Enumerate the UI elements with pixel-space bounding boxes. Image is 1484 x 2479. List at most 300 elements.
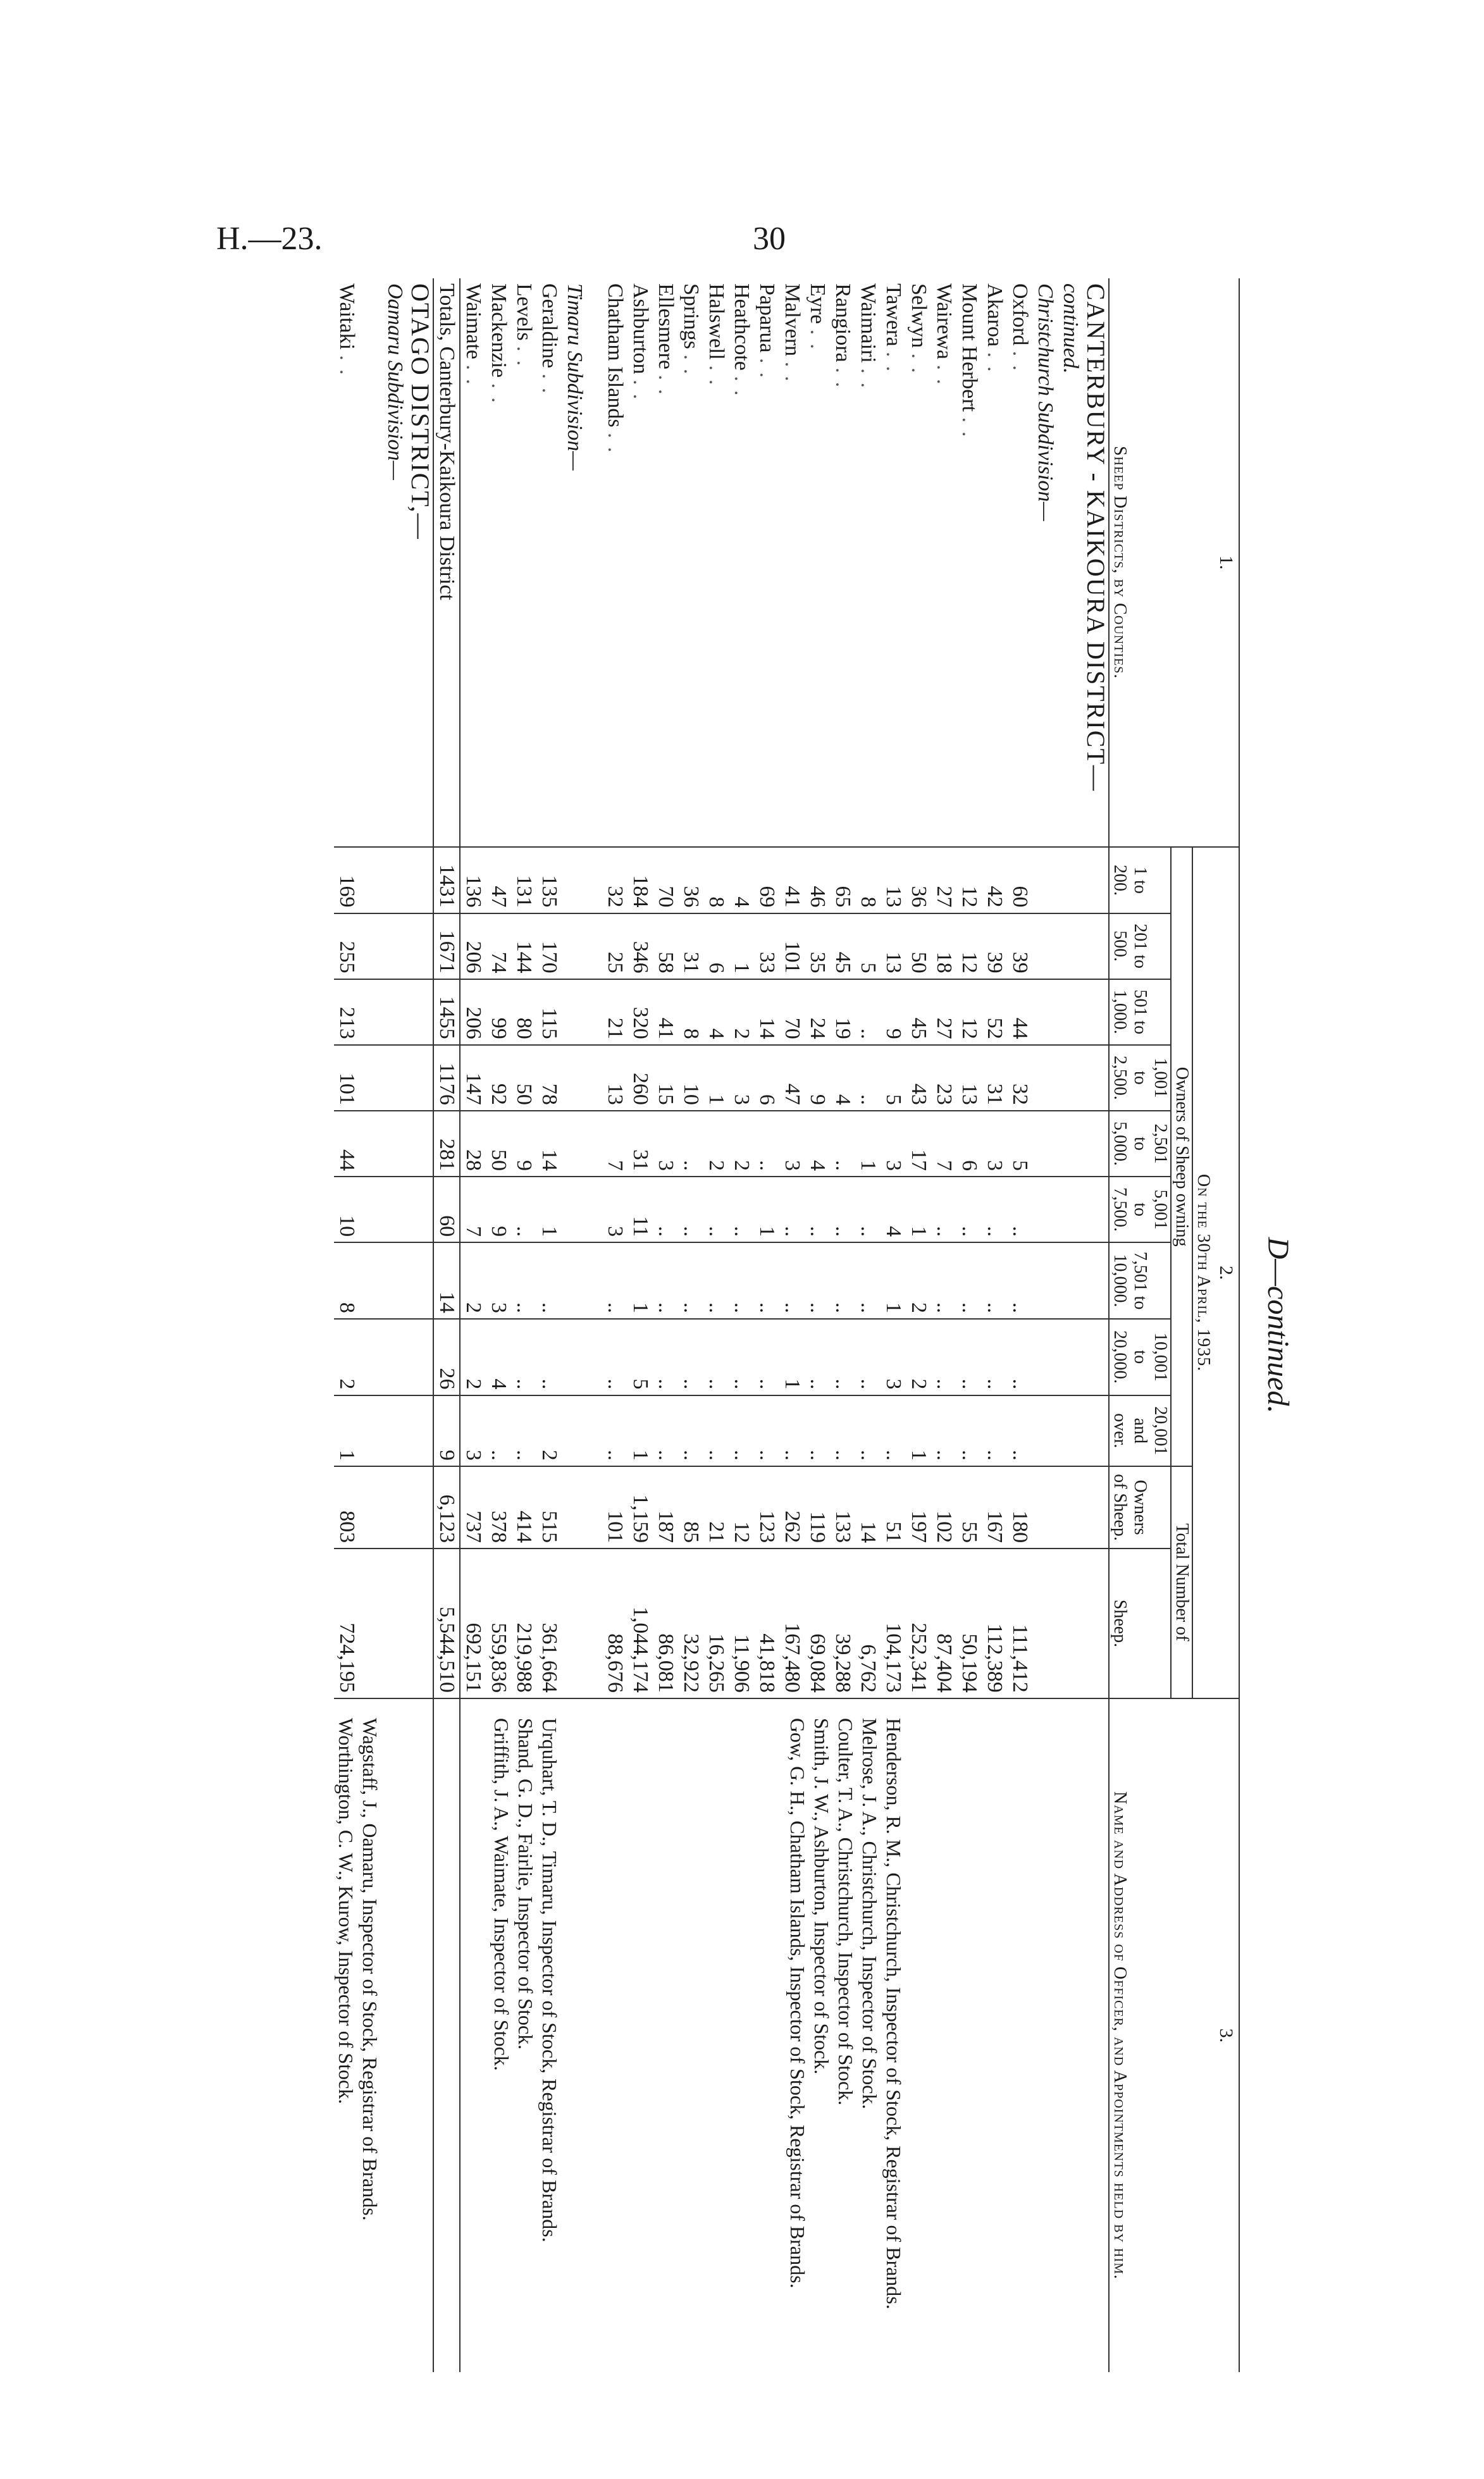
continued-heading-label: continued. — [1058, 278, 1083, 847]
totals-cell: 1431 — [433, 847, 460, 913]
table-row — [334, 278, 382, 2372]
total-number-label: Total Number of — [1171, 1466, 1192, 1698]
owners-count-cell: .. — [729, 1242, 754, 1319]
owners-count-cell: .. — [982, 1177, 1007, 1242]
owners-count-cell: .. — [956, 1319, 982, 1395]
owners-count-cell: 13 — [602, 1045, 628, 1111]
owners-count-cell: 3 — [881, 1111, 906, 1177]
owners-count-cell: 2 — [536, 1395, 562, 1466]
owners-count-cell: .. — [1007, 1177, 1032, 1242]
totals-cell: 14 — [433, 1242, 460, 1319]
county-name: Heathcote .. — [729, 278, 754, 847]
owners-count-cell: .. — [678, 1395, 703, 1466]
table-row — [931, 278, 956, 2372]
sheep-total-cell: 39,288 — [830, 1549, 855, 1698]
owners-count-cell: .. — [729, 1319, 754, 1395]
sheep-total-cell: 87,404 — [931, 1549, 956, 1698]
county-name: Halswell .. — [703, 278, 729, 847]
county-name: Mount Herbert .. — [956, 278, 982, 847]
owners-total-cell: 119 — [805, 1466, 830, 1549]
county-name: Mackenzie .. — [486, 278, 511, 847]
owners-total-cell: 133 — [830, 1466, 855, 1549]
owners-count-cell: 6 — [754, 1045, 779, 1111]
officer-entry: Griffith, J. A., Waimate, Inspector of Stock. — [490, 1717, 513, 2071]
range-header: 501 to 1,000. — [1109, 979, 1171, 1045]
owners-total-cell: 1,159 — [628, 1466, 653, 1549]
owners-count-cell: 13 — [956, 1045, 982, 1111]
owners-count-cell: 1 — [628, 1395, 653, 1466]
owners-count-cell: 46 — [805, 847, 830, 913]
totals-sheep-cell: 5,544,510 — [433, 1549, 460, 1698]
totals-cell: 60 — [433, 1177, 460, 1242]
owners-count-cell: 45 — [906, 979, 931, 1045]
owners-count-cell: 10 — [678, 1045, 703, 1111]
owners-count-cell: 3 — [653, 1111, 678, 1177]
owners-count-cell: .. — [678, 1242, 703, 1319]
owners-count-cell: .. — [1007, 1319, 1032, 1395]
owners-count-cell: 92 — [486, 1045, 511, 1111]
owners-count-cell: .. — [602, 1395, 628, 1466]
owners-count-cell: 4 — [881, 1177, 906, 1242]
sheep-total-cell: 88,676 — [602, 1549, 628, 1698]
owners-count-cell: 1 — [703, 1045, 729, 1111]
district-heading-label: OTAGO DISTRICT,— — [407, 278, 433, 847]
sheep-header: Sheep. — [1109, 1549, 1171, 1698]
owners-count-cell: 169 — [334, 847, 382, 913]
county-name: Chatham Islands .. — [602, 278, 628, 847]
owners-count-cell: 7 — [931, 1111, 956, 1177]
owners-count-cell: 17 — [906, 1111, 931, 1177]
owners-count-cell: 27 — [931, 847, 956, 913]
owners-count-cell: .. — [754, 1319, 779, 1395]
owners-count-cell: .. — [754, 1395, 779, 1466]
county-name: Ashburton .. — [628, 278, 653, 847]
owners-count-cell: 31 — [678, 913, 703, 979]
owners-count-cell: 5 — [855, 913, 881, 979]
owners-count-cell: 39 — [982, 913, 1007, 979]
owners-count-cell: 1 — [536, 1177, 562, 1242]
owners-count-cell: 5 — [881, 1045, 906, 1111]
owners-count-cell: 3 — [486, 1242, 511, 1319]
owners-count-cell: 42 — [982, 847, 1007, 913]
owners-count-cell: 21 — [602, 979, 628, 1045]
owners-count-cell: 6 — [956, 1111, 982, 1177]
owners-total-cell: 167 — [982, 1466, 1007, 1549]
owners-count-cell: .. — [511, 1319, 536, 1395]
range-header: 20,001 and over. — [1109, 1395, 1171, 1466]
owners-count-cell: 31 — [628, 1111, 653, 1177]
owners-total-cell: 737 — [460, 1466, 486, 1549]
officer-entry: Coulter, T. A., Christchurch, Inspector of Stock. — [834, 1717, 857, 2106]
sheep-total-cell: 559,836 — [486, 1549, 511, 1698]
owners-count-cell: .. — [931, 1177, 956, 1242]
owners-count-cell: 7 — [602, 1111, 628, 1177]
owners-count-cell: 15 — [653, 1045, 678, 1111]
owners-count-cell: 1 — [628, 1242, 653, 1319]
owners-count-cell: .. — [956, 1395, 982, 1466]
county-name: Tawera .. — [881, 278, 906, 847]
col2-number: 2. — [1213, 847, 1239, 1698]
range-header: 1,001 to 2,500. — [1109, 1045, 1171, 1111]
subdivision-heading-label: Christchurch Subdivision— — [1032, 278, 1058, 847]
owners-count-cell: 115 — [536, 979, 562, 1045]
owners-count-cell: .. — [602, 1319, 628, 1395]
owners-count-cell: .. — [855, 1319, 881, 1395]
owners-count-cell: .. — [881, 1395, 906, 1466]
owners-count-cell: 45 — [830, 913, 855, 979]
officer-list — [334, 1698, 382, 2372]
county-name: Oxford .. — [1007, 278, 1032, 847]
owners-total-cell: 55 — [956, 1466, 982, 1549]
page-number: 30 — [753, 221, 786, 257]
officer-entry: Gow, G. H., Chatham Islands, Inspector of Stock, Registrar of Brands. — [786, 1717, 809, 2289]
owners-count-cell: 255 — [334, 913, 382, 979]
owners-count-cell: 144 — [511, 913, 536, 979]
owners-count-cell: 320 — [628, 979, 653, 1045]
owners-count-cell: 3 — [982, 1111, 1007, 1177]
owners-count-cell: .. — [779, 1177, 805, 1242]
owners-count-cell: .. — [703, 1395, 729, 1466]
county-name: Levels .. — [511, 278, 536, 847]
owners-count-cell: 136 — [460, 847, 486, 913]
owners-count-cell: 147 — [460, 1045, 486, 1111]
owners-count-cell: 39 — [1007, 913, 1032, 979]
owners-count-cell: 9 — [881, 979, 906, 1045]
owners-count-cell: 4 — [486, 1319, 511, 1395]
owners-count-cell: .. — [855, 979, 881, 1045]
officer-entry: Wagstaff, J., Oamaru, Inspector of Stock, Registrar of Brands. — [359, 1717, 381, 2221]
col3-number: 3. — [1216, 2028, 1237, 2043]
owners-count-cell: .. — [729, 1395, 754, 1466]
owners-count-cell: 2 — [460, 1319, 486, 1395]
table-row — [881, 278, 906, 2372]
owners-count-cell: 70 — [653, 847, 678, 913]
owners-count-cell: .. — [536, 1242, 562, 1319]
sheep-total-cell: 1,044,174 — [628, 1549, 653, 1698]
sheep-total-cell: 41,818 — [754, 1549, 779, 1698]
totals-cell: 1671 — [433, 913, 460, 979]
owners-count-cell: 18 — [931, 913, 956, 979]
owners-count-cell: 50 — [486, 1111, 511, 1177]
owners-count-cell: 5 — [628, 1319, 653, 1395]
owners-count-cell: .. — [855, 1242, 881, 1319]
range-header: 201 to 500. — [1109, 913, 1171, 979]
totals-row — [433, 278, 460, 2372]
owners-count-cell: 8 — [855, 847, 881, 913]
sheep-total-cell: 6,762 — [855, 1549, 881, 1698]
owners-count-cell: 4 — [805, 1111, 830, 1177]
owners-count-cell: .. — [931, 1242, 956, 1319]
officer-entry: Shand, G. D., Fairlie, Inspector of Stock. — [514, 1717, 537, 2050]
owners-count-cell: .. — [830, 1242, 855, 1319]
owners-count-cell: 14 — [754, 979, 779, 1045]
owners-total-cell: 262 — [779, 1466, 805, 1549]
owners-count-cell: .. — [779, 1242, 805, 1319]
owners-count-cell: 58 — [653, 913, 678, 979]
owners-count-cell: 1 — [334, 1395, 382, 1466]
col2-label: On the 30th April, 1935. — [1192, 847, 1213, 1698]
sheep-total-cell: 167,480 — [779, 1549, 805, 1698]
sheep-total-cell: 252,341 — [906, 1549, 931, 1698]
owners-total-cell: 803 — [334, 1466, 382, 1549]
owners-count-cell: .. — [830, 1319, 855, 1395]
owners-total-cell: 85 — [678, 1466, 703, 1549]
owners-count-cell: .. — [1007, 1395, 1032, 1466]
table-body — [334, 278, 1109, 2372]
owners-count-cell: .. — [653, 1242, 678, 1319]
range-header: 7,501 to 10,000. — [1109, 1242, 1171, 1319]
owners-count-cell: .. — [855, 1395, 881, 1466]
owners-count-cell: 260 — [628, 1045, 653, 1111]
owners-count-cell: .. — [805, 1242, 830, 1319]
sheep-total-cell: 16,265 — [703, 1549, 729, 1698]
owners-count-cell: .. — [511, 1395, 536, 1466]
owners-count-cell: 33 — [754, 913, 779, 979]
owners-count-cell: 2 — [334, 1319, 382, 1395]
owners-count-cell: 35 — [805, 913, 830, 979]
owners-count-cell: .. — [602, 1242, 628, 1319]
owners-count-cell: .. — [830, 1111, 855, 1177]
owners-count-cell: 99 — [486, 979, 511, 1045]
totals-cell: 9 — [433, 1395, 460, 1466]
subdivision-heading — [1032, 278, 1058, 2372]
owners-count-cell: 52 — [982, 979, 1007, 1045]
owners-count-cell: 3 — [881, 1319, 906, 1395]
officer-entry: Worthington, C. W., Kurow, Inspector of Stock. — [335, 1717, 357, 2105]
owners-count-cell: 3 — [729, 1045, 754, 1111]
owners-total-cell: 123 — [754, 1466, 779, 1549]
owners-count-cell: .. — [511, 1177, 536, 1242]
officer-list — [602, 1698, 906, 2372]
owners-count-cell: 11 — [628, 1177, 653, 1242]
officer-list — [460, 1698, 562, 2372]
owners-count-cell: 8 — [703, 847, 729, 913]
table-title: D—continued. — [1261, 1237, 1295, 1414]
owners-count-cell: 206 — [460, 913, 486, 979]
owners-count-cell: 24 — [805, 979, 830, 1045]
owners-count-cell: .. — [956, 1177, 982, 1242]
owners-count-cell: .. — [511, 1242, 536, 1319]
owners-count-cell: 10 — [334, 1177, 382, 1242]
owners-count-cell: 13 — [881, 847, 906, 913]
owners-count-cell: .. — [1007, 1242, 1032, 1319]
owners-count-cell: 74 — [486, 913, 511, 979]
owners-count-cell: 3 — [779, 1111, 805, 1177]
owners-count-cell: 8 — [334, 1242, 382, 1319]
owners-count-cell: 70 — [779, 979, 805, 1045]
owners-total-cell: 51 — [881, 1466, 906, 1549]
owners-count-cell: .. — [754, 1242, 779, 1319]
owners-count-cell: 28 — [460, 1111, 486, 1177]
owners-count-cell: 12 — [956, 847, 982, 913]
subdivision-heading — [382, 278, 407, 2372]
owners-total-cell: 21 — [703, 1466, 729, 1549]
owners-count-cell: .. — [855, 1045, 881, 1111]
owners-count-cell: 50 — [511, 1045, 536, 1111]
owners-count-cell: 32 — [602, 847, 628, 913]
owners-count-cell: 14 — [536, 1111, 562, 1177]
owners-count-cell: .. — [931, 1319, 956, 1395]
range-header: 10,001 to 20,000. — [1109, 1319, 1171, 1395]
owners-count-cell: .. — [653, 1395, 678, 1466]
range-header: 1 to 200. — [1109, 847, 1171, 913]
county-name: Selwyn .. — [906, 278, 931, 847]
owners-count-cell: 23 — [931, 1045, 956, 1111]
table-row — [956, 278, 982, 2372]
sheep-total-cell: 112,389 — [982, 1549, 1007, 1698]
owners-count-cell: .. — [486, 1395, 511, 1466]
owners-count-cell: 13 — [881, 913, 906, 979]
owners-count-cell: .. — [830, 1177, 855, 1242]
district-heading — [407, 278, 433, 2372]
owners-count-cell: 1 — [754, 1177, 779, 1242]
owners-count-cell: 41 — [779, 847, 805, 913]
owners-count-cell: 36 — [678, 847, 703, 913]
owners-count-cell: 6 — [703, 913, 729, 979]
owners-count-cell: 1 — [906, 1177, 931, 1242]
owners-count-cell: 9 — [511, 1111, 536, 1177]
owners-count-cell: 2 — [460, 1242, 486, 1319]
owners-count-cell: 213 — [334, 979, 382, 1045]
col3-label: Name and Address of Officer, and Appointments held by him. — [1110, 1791, 1130, 2280]
owners-count-cell: .. — [956, 1242, 982, 1319]
owners-of-sheep-header: Owners of Sheep. — [1109, 1466, 1171, 1549]
totals-cell: 1455 — [433, 979, 460, 1045]
owners-count-cell: 2 — [906, 1319, 931, 1395]
owners-total-cell: 378 — [486, 1466, 511, 1549]
col1-number: 1. — [1213, 278, 1239, 847]
totals-label: Totals, Canterbury-Kaikoura District — [433, 278, 460, 847]
owners-count-cell: .. — [703, 1319, 729, 1395]
owners-total-cell: 187 — [653, 1466, 678, 1549]
owners-total-cell: 101 — [602, 1466, 628, 1549]
owners-count-cell: 7 — [460, 1177, 486, 1242]
owners-count-cell: .. — [703, 1177, 729, 1242]
sheep-total-cell: 86,081 — [653, 1549, 678, 1698]
col1-label: Sheep Districts, by Counties. — [1109, 278, 1213, 847]
county-name: Waimairi .. — [855, 278, 881, 847]
owners-count-cell: .. — [805, 1319, 830, 1395]
owners-count-cell: .. — [805, 1395, 830, 1466]
owners-count-cell: 206 — [460, 979, 486, 1045]
owners-total-cell: 14 — [855, 1466, 881, 1549]
county-name: Geraldine .. — [536, 278, 562, 847]
owners-count-cell: .. — [855, 1177, 881, 1242]
owners-count-cell: 1 — [906, 1395, 931, 1466]
owners-count-cell: 101 — [334, 1045, 382, 1111]
owners-count-cell: 60 — [1007, 847, 1032, 913]
county-name: Ellesmere .. — [653, 278, 678, 847]
county-name: Waimate .. — [460, 278, 486, 847]
owners-total-cell: 12 — [729, 1466, 754, 1549]
owners-total-cell: 180 — [1007, 1466, 1032, 1549]
owners-count-cell: .. — [982, 1319, 1007, 1395]
owners-total-cell: 414 — [511, 1466, 536, 1549]
sheep-total-cell: 11,906 — [729, 1549, 754, 1698]
owners-count-cell: .. — [703, 1242, 729, 1319]
continued-heading — [1058, 278, 1083, 2372]
owners-count-cell: .. — [678, 1319, 703, 1395]
owners-count-cell: 44 — [334, 1111, 382, 1177]
county-name: Paparua .. — [754, 278, 779, 847]
owners-count-cell: .. — [805, 1177, 830, 1242]
owners-count-cell: .. — [678, 1111, 703, 1177]
owners-count-cell: 27 — [931, 979, 956, 1045]
sheep-owners-table — [334, 278, 1240, 2372]
owners-count-cell: 44 — [1007, 979, 1032, 1045]
page-ref: H.—23. — [216, 221, 323, 257]
owners-count-cell: 31 — [982, 1045, 1007, 1111]
rotated-table-sheet — [221, 278, 1309, 2372]
owners-count-cell: 135 — [536, 847, 562, 913]
county-name: Waitaki .. — [334, 278, 382, 847]
totals-cell: 1176 — [433, 1045, 460, 1111]
owners-count-cell: 19 — [830, 979, 855, 1045]
owners-count-cell: 2 — [906, 1242, 931, 1319]
range-header: 2,501 to 5,000. — [1109, 1111, 1171, 1177]
totals-cell: 26 — [433, 1319, 460, 1395]
owners-count-cell: .. — [653, 1319, 678, 1395]
owners-count-cell: 1 — [881, 1242, 906, 1319]
owners-count-cell: 32 — [1007, 1045, 1032, 1111]
table-row — [1007, 278, 1032, 2372]
owners-count-cell: .. — [754, 1111, 779, 1177]
owners-count-cell: 41 — [653, 979, 678, 1045]
owners-count-cell: 4 — [830, 1045, 855, 1111]
district-heading-label: CANTERBURY - KAIKOURA DISTRICT— — [1083, 278, 1109, 847]
owners-count-cell: 50 — [906, 913, 931, 979]
officer-entry: Melrose, J. A., Christchurch, Inspector of Stock. — [858, 1717, 881, 2110]
owners-count-cell: .. — [536, 1319, 562, 1395]
owners-count-cell: 4 — [703, 979, 729, 1045]
owners-count-cell: .. — [779, 1395, 805, 1466]
subdivision-heading-label: Timaru Subdivision— — [562, 278, 587, 847]
owners-total-cell: 197 — [906, 1466, 931, 1549]
sheep-total-cell: 724,195 — [334, 1549, 382, 1698]
owners-count-cell: 12 — [956, 913, 982, 979]
owners-count-cell: 8 — [678, 979, 703, 1045]
owners-count-cell: 3 — [602, 1177, 628, 1242]
sheep-total-cell: 50,194 — [956, 1549, 982, 1698]
owners-count-cell: 4 — [729, 847, 754, 913]
owners-count-cell: 184 — [628, 847, 653, 913]
owners-owning-label: Owners of Sheep owning — [1171, 847, 1192, 1466]
owners-count-cell: 80 — [511, 979, 536, 1045]
owners-count-cell: .. — [982, 1395, 1007, 1466]
owners-count-cell: 131 — [511, 847, 536, 913]
subdivision-heading-label: Oamaru Subdivision— — [382, 278, 407, 847]
owners-count-cell: 1 — [729, 913, 754, 979]
table-row — [536, 278, 562, 2372]
district-heading — [1083, 278, 1109, 2372]
sheep-total-cell: 219,988 — [511, 1549, 536, 1698]
sheep-total-cell: 69,084 — [805, 1549, 830, 1698]
owners-count-cell: .. — [729, 1177, 754, 1242]
owners-count-cell: 2 — [729, 1111, 754, 1177]
owners-count-cell: .. — [982, 1242, 1007, 1319]
owners-count-cell: 101 — [779, 913, 805, 979]
owners-count-cell: 170 — [536, 913, 562, 979]
totals-owners-cell: 6,123 — [433, 1466, 460, 1549]
owners-count-cell: 47 — [486, 847, 511, 913]
subdivision-heading — [562, 278, 587, 2372]
totals-cell: 281 — [433, 1111, 460, 1177]
owners-count-cell: .. — [830, 1395, 855, 1466]
sheep-total-cell: 32,922 — [678, 1549, 703, 1698]
sheep-total-cell: 111,412 — [1007, 1549, 1032, 1698]
county-name: Rangiora .. — [830, 278, 855, 847]
sheep-total-cell: 104,173 — [881, 1549, 906, 1698]
